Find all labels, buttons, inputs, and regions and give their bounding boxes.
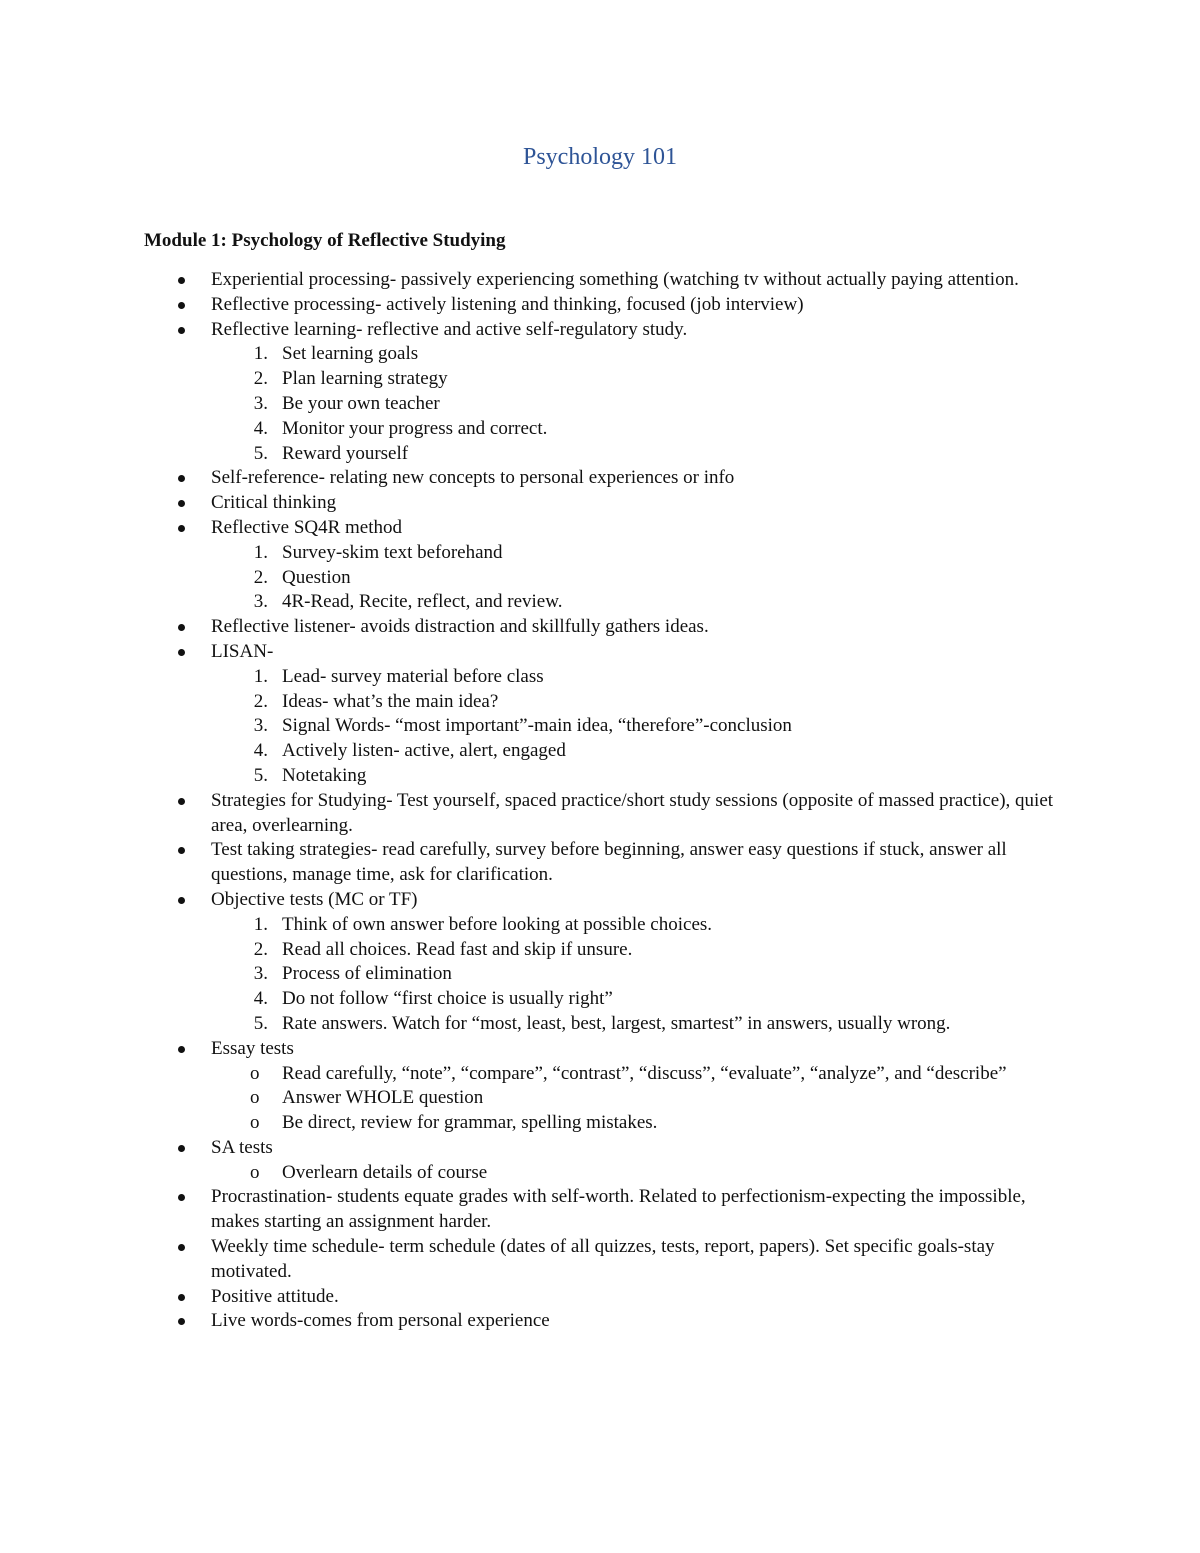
bullet-item [211,789,1071,839]
list-number: 1. [253,913,268,935]
notes-list [0,268,1200,1334]
item-text: Be your own teacher [282,392,440,414]
bullet-item [211,466,1071,491]
bullet-dot-icon [178,1145,185,1152]
bullet-dot-icon [178,624,185,631]
list-number: 3. [253,715,268,737]
bullet-dot-icon [178,1294,185,1301]
list-number: 1. [253,541,268,563]
bullet-item [211,516,1071,541]
item-text: Monitor your progress and correct. [282,417,548,439]
item-text: Objective tests (MC or TF) [211,888,418,910]
numbered-item [253,962,1072,987]
circle-bullet-icon: o [250,1112,260,1134]
item-text: 4R-Read, Recite, reflect, and review. [282,591,563,613]
bullet-dot-icon [178,1046,185,1053]
item-text: Critical thinking [211,492,337,514]
bullet-item [211,615,1071,640]
item-text: Ideas- what’s the main idea? [282,690,499,712]
numbered-item [253,665,1072,690]
bullet-item [211,318,1071,343]
list-number: 5. [253,764,268,786]
item-text: Experiential processing- passively experiencing something (watching tv without actually paying attention. [211,269,1019,290]
list-number: 4. [253,740,268,762]
item-text: Strategies for Studying- Test yourself, spaced practice/short study sessions (opposite of massed practice), quiet area, overlearning. [211,789,1054,836]
item-text: Signal Words- “most important”-main idea, “therefore”-conclusion [282,715,792,737]
circle-bullet-icon: o [250,1062,260,1084]
item-text: Live words-comes from personal experience [211,1310,550,1332]
bullet-item [211,1309,1071,1334]
bullet-item [211,888,1071,913]
item-text: Procrastination- students equate grades with self-worth. Related to perfectionism-expecting the impossible, makes starting an assignment harder. [211,1186,1026,1233]
sub-bullet-item [250,1086,1072,1111]
item-text: Process of elimination [282,963,452,985]
item-text: Survey-skim text beforehand [282,541,503,563]
numbered-item [253,714,1072,739]
document-title: Psychology 101 [522,144,677,170]
bullet-item [211,1037,1071,1062]
list-number: 1. [253,665,268,687]
numbered-item [253,764,1072,789]
item-text: SA tests [211,1136,273,1158]
item-text: Test taking strategies- read carefully, survey before beginning, answer easy questions if stuck, answer all questions, manage time, ask for clarification. [211,839,1007,886]
list-number: 4. [253,417,268,439]
numbered-item [253,913,1072,938]
bullet-item [211,640,1071,665]
numbered-item [253,392,1072,417]
item-text: Overlearn details of course [282,1161,488,1183]
numbered-item [253,987,1072,1012]
numbered-item [253,739,1072,764]
item-text: Self-reference- relating new concepts to personal experiences or info [211,467,735,489]
item-text: Reflective learning- reflective and active self-regulatory study. [211,318,688,340]
bullet-dot-icon [178,525,185,532]
bullet-dot-icon [178,798,185,805]
list-number: 2. [253,566,268,588]
numbered-item [253,590,1072,615]
sub-bullet-item [250,1062,1072,1087]
list-number: 4. [253,988,268,1010]
item-text: Reward yourself [282,442,409,464]
bullet-item [211,838,1071,888]
bullet-dot-icon [178,1244,185,1251]
numbered-item [253,417,1072,442]
numbered-item [253,342,1072,367]
numbered-item [253,442,1072,467]
list-number: 1. [253,343,268,365]
numbered-item [253,566,1072,591]
list-number: 2. [253,690,268,712]
item-text: Actively listen- active, alert, engaged [282,740,566,762]
circle-bullet-icon: o [250,1161,260,1183]
numbered-item [253,938,1072,963]
bullet-item [211,293,1071,318]
item-text: Be direct, review for grammar, spelling mistakes. [282,1112,658,1134]
list-number: 2. [253,938,268,960]
list-number: 3. [253,591,268,613]
item-text: Reflective processing- actively listening and thinking, focused (job interview) [211,293,804,315]
item-text: Plan learning strategy [282,368,448,390]
item-text: Do not follow “first choice is usually right” [282,988,613,1010]
bullet-dot-icon [178,649,185,656]
bullet-dot-icon [178,475,185,482]
item-text: Read all choices. Read fast and skip if unsure. [282,938,633,960]
module-heading: Module 1: Psychology of Reflective Studying [144,230,506,251]
bullet-item [211,1185,1071,1235]
bullet-item [211,491,1071,516]
list-number: 2. [253,368,268,390]
bullet-dot-icon [178,500,185,507]
item-text: Rate answers. Watch for “most, least, best, largest, smartest” in answers, usually wrong. [282,1012,951,1034]
list-number: 5. [253,442,268,464]
bullet-dot-icon [178,897,185,904]
list-number: 5. [253,1012,268,1034]
numbered-item [253,367,1072,392]
item-text: Set learning goals [282,343,419,365]
bullet-dot-icon [178,1318,185,1325]
item-text: Notetaking [282,764,367,786]
sub-bullet-item [250,1111,1072,1136]
bullet-dot-icon [178,1194,185,1201]
bullet-item [211,1235,1071,1285]
item-text: Positive attitude. [211,1285,339,1307]
item-text: LISAN- [211,640,274,662]
bullet-dot-icon [178,847,185,854]
circle-bullet-icon: o [250,1087,260,1109]
item-text: Answer WHOLE question [282,1087,484,1109]
bullet-item [211,1285,1071,1310]
numbered-item [253,541,1072,566]
item-text: Reflective listener- avoids distraction and skillfully gathers ideas. [211,616,709,638]
item-text: Lead- survey material before class [282,665,544,687]
list-number: 3. [253,963,268,985]
sub-bullet-item [250,1161,1072,1186]
item-text: Read carefully, “note”, “compare”, “contrast”, “discuss”, “evaluate”, “analyze”, and “describe” [282,1062,1007,1084]
bullet-item [211,1136,1071,1161]
bullet-dot-icon [178,327,185,334]
numbered-item [253,1012,1072,1037]
bullet-item [211,268,1071,293]
item-text: Question [282,566,351,588]
item-text: Reflective SQ4R method [211,516,403,538]
bullet-dot-icon [178,277,185,284]
item-text: Think of own answer before looking at possible choices. [282,913,713,935]
item-text: Weekly time schedule- term schedule (dates of all quizzes, tests, report, papers). Set specific goals-stay motivated. [211,1236,995,1282]
item-text: Essay tests [211,1037,294,1059]
list-number: 3. [253,392,268,414]
bullet-dot-icon [178,302,185,309]
numbered-item [253,690,1072,715]
